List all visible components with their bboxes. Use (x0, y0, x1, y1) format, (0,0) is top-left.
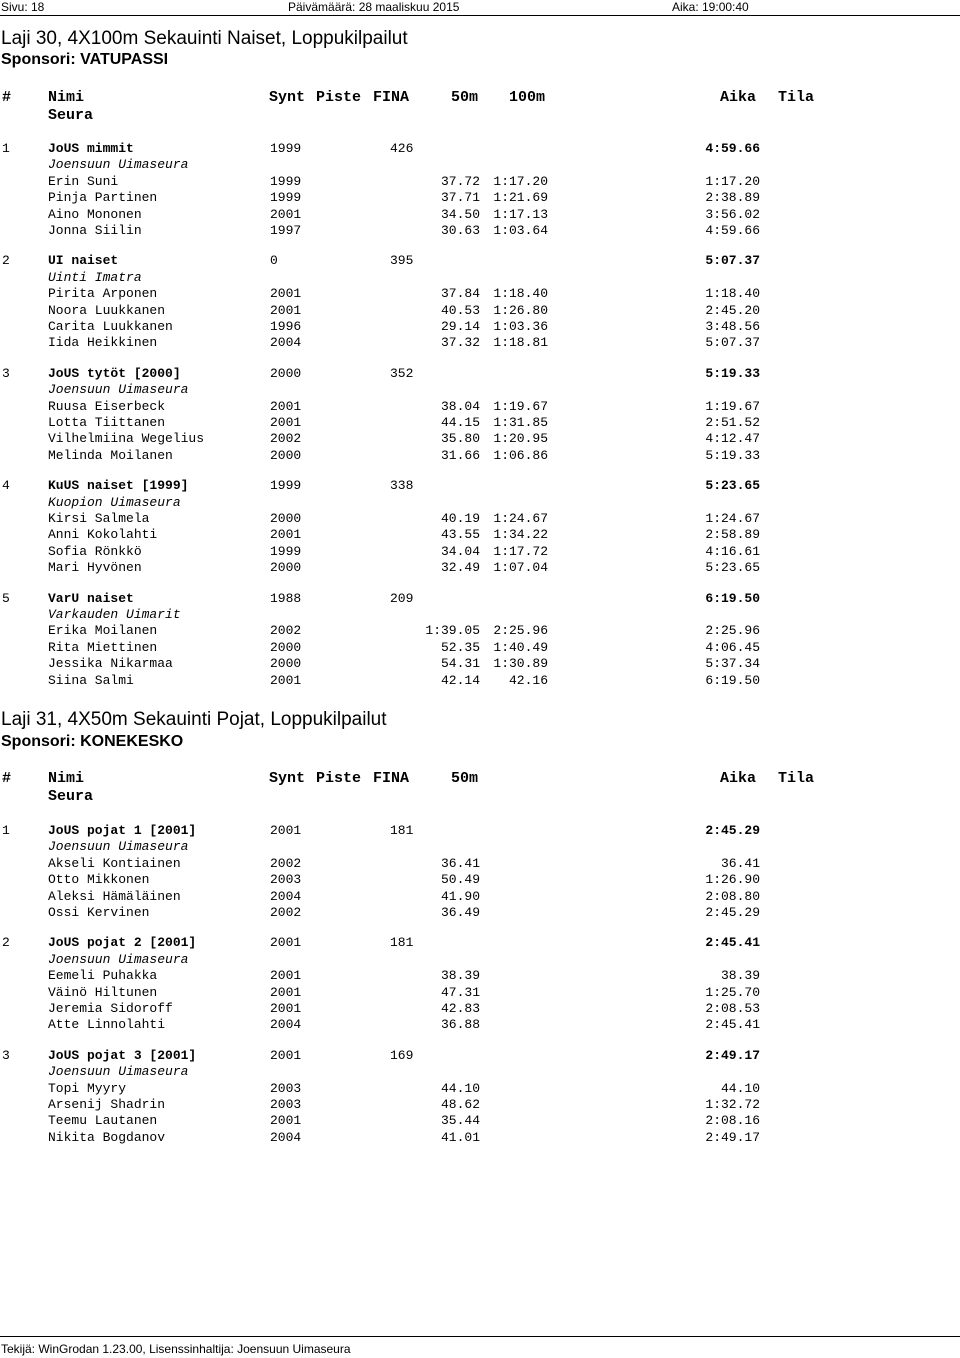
swimmer-split-2: 1:40.49 (493, 639, 548, 655)
col-header-club: Seura (48, 788, 94, 805)
team-year: 2001 (270, 1047, 302, 1063)
swimmer-name: Ruusa Eiserbeck (48, 398, 166, 414)
col-header-status: Tila (778, 89, 815, 106)
swimmer-name: Jonna Siilin (48, 223, 142, 238)
swimmer-time: 2:08.16 (705, 1113, 760, 1129)
swimmer-split-1: 54.31 (440, 656, 480, 672)
swimmer-split-2: 1:07.04 (493, 560, 548, 576)
swimmer-split-1: 30.63 (440, 223, 480, 238)
swimmer-time: 1:25.70 (705, 984, 760, 1000)
swimmer-year: 2001 (270, 527, 302, 543)
team-year: 1999 (270, 141, 302, 156)
swimmer-name: Nikita Bogdanov (48, 1129, 166, 1145)
team-time: 2:45.41 (705, 935, 760, 951)
swimmer-name: Aino Mononen (48, 206, 142, 222)
swimmer-time: 5:19.33 (705, 447, 760, 463)
swimmer-split-1: 37.32 (440, 335, 480, 351)
swimmer-year: 1997 (270, 223, 302, 238)
swimmer-split-1: 1:39.05 (425, 623, 480, 639)
swimmer-time: 2:58.89 (705, 527, 760, 543)
swimmer-name: Rita Miettinen (48, 639, 158, 655)
swimmer-name: Arsenij Shadrin (48, 1097, 166, 1112)
swimmer-split-1: 44.15 (440, 415, 480, 430)
swimmer-name: Iida Heikkinen (48, 335, 158, 351)
swimmer-split-1: 41.90 (440, 888, 480, 904)
team-club: Joensuun Uimaseura (48, 1064, 189, 1080)
event-sponsor: Sponsori: VATUPASSI (1, 51, 169, 68)
swimmer-name: Sofia Rönkkö (48, 543, 142, 559)
swimmer-split-1: 48.62 (440, 1097, 480, 1112)
swimmer-split-2: 1:17.20 (493, 173, 548, 189)
col-header-born: Synt (269, 89, 306, 106)
swimmer-year: 2002 (270, 855, 302, 871)
swimmer-split-1: 34.50 (440, 206, 480, 222)
swimmer-year: 2003 (270, 872, 302, 888)
swimmer-split-1: 36.49 (440, 905, 480, 920)
swimmer-time: 5:23.65 (705, 560, 760, 576)
swimmer-name: Noora Luukkanen (48, 302, 166, 318)
col-header-100m: 100m (509, 89, 546, 106)
team-points: 338 (390, 478, 414, 494)
team-club: Uinti Imatra (48, 269, 142, 285)
col-header-time: Aika (720, 89, 757, 106)
event-sponsor: Sponsori: KONEKESKO (1, 733, 184, 750)
team-place: 2 (2, 253, 10, 269)
swimmer-name: Mari Hyvönen (48, 560, 142, 576)
team-year: 2001 (270, 935, 302, 951)
swimmer-time: 3:48.56 (705, 319, 760, 334)
team-time: 4:59.66 (705, 141, 760, 156)
swimmer-time: 5:37.34 (705, 656, 760, 672)
swimmer-split-1: 47.31 (440, 984, 480, 1000)
team-points: 395 (390, 253, 414, 269)
swimmer-time: 2:45.20 (705, 302, 760, 318)
swimmer-split-1: 52.35 (440, 639, 480, 655)
swimmer-split-1: 37.84 (440, 286, 480, 302)
col-header-fina: FINA (373, 89, 410, 106)
swimmer-year: 2004 (270, 1129, 302, 1145)
swimmer-split-1: 42.14 (440, 672, 480, 688)
swimmer-year: 2001 (270, 286, 302, 302)
swimmer-year: 2000 (270, 639, 302, 655)
swimmer-split-2: 1:06.86 (493, 447, 548, 463)
swimmer-year: 2004 (270, 335, 302, 351)
swimmer-year: 2001 (270, 1113, 302, 1129)
team-name: JoUS tytöt [2000] (48, 365, 181, 381)
swimmer-split-1: 40.19 (440, 511, 480, 526)
team-year: 1988 (270, 590, 302, 606)
swimmer-name: Aleksi Hämäläinen (48, 888, 181, 904)
team-place: 5 (2, 590, 10, 606)
swimmer-split-1: 41.01 (440, 1129, 480, 1145)
team-club: Joensuun Uimaseura (48, 951, 189, 967)
swimmer-split-2: 1:03.64 (493, 223, 548, 238)
swimmer-year: 1999 (270, 173, 302, 189)
team-place: 4 (2, 478, 10, 494)
swimmer-time: 3:56.02 (705, 206, 760, 222)
col-header-born: Synt (269, 770, 306, 787)
swimmer-time: 2:51.52 (705, 415, 760, 430)
swimmer-split-1: 32.49 (440, 560, 480, 576)
swimmer-time: 1:18.40 (705, 286, 760, 302)
swimmer-year: 2001 (270, 302, 302, 318)
team-year: 0 (270, 253, 278, 269)
swimmer-split-1: 38.39 (440, 968, 480, 984)
swimmer-time: 2:08.53 (705, 1001, 760, 1016)
team-points: 181 (390, 935, 414, 951)
swimmer-name: Atte Linnolahti (48, 1017, 166, 1033)
team-club: Joensuun Uimaseura (48, 157, 189, 173)
swimmer-name: Kirsi Salmela (48, 511, 150, 526)
swimmer-year: 2001 (270, 415, 302, 430)
header-divider (0, 15, 960, 16)
col-header-50m: 50m (451, 770, 479, 787)
team-name: UI naiset (48, 253, 119, 269)
swimmer-split-2: 1:19.67 (493, 398, 548, 414)
team-name: JoUS pojat 2 [2001] (48, 935, 197, 951)
swimmer-name: Anni Kokolahti (48, 527, 158, 543)
team-place: 3 (2, 365, 10, 381)
swimmer-split-2: 1:20.95 (493, 431, 548, 447)
swimmer-name: Lotta Tiittanen (48, 415, 166, 430)
team-place: 1 (2, 823, 10, 838)
col-header-name: Nimi (48, 770, 85, 787)
team-time: 5:07.37 (705, 253, 760, 269)
swimmer-time: 4:06.45 (705, 639, 760, 655)
team-place: 2 (2, 935, 10, 951)
swimmer-time: 1:17.20 (705, 173, 760, 189)
swimmer-name: Siina Salmi (48, 672, 134, 688)
swimmer-split-1: 43.55 (440, 527, 480, 543)
swimmer-split-1: 29.14 (440, 319, 480, 334)
swimmer-time: 4:12.47 (705, 431, 760, 447)
swimmer-time: 2:38.89 (705, 190, 760, 206)
swimmer-time: 2:45.29 (705, 905, 760, 920)
swimmer-year: 2000 (270, 447, 302, 463)
swimmer-time: 1:32.72 (705, 1097, 760, 1112)
team-club: Kuopion Uimaseura (48, 494, 181, 510)
event-title: Laji 31, 4X50m Sekauinti Pojat, Loppukilpailut (1, 709, 387, 730)
page-number: Sivu: 18 (1, 0, 45, 14)
swimmer-split-1: 40.53 (440, 302, 480, 318)
team-points: 426 (390, 141, 414, 156)
swimmer-name: Jessika Nikarmaa (48, 656, 173, 672)
swimmer-split-2: 1:26.80 (493, 302, 548, 318)
swimmer-time: 1:26.90 (705, 872, 760, 888)
swimmer-name: Otto Mikkonen (48, 872, 150, 888)
swimmer-split-2: 1:03.36 (493, 319, 548, 334)
col-header-fina: FINA (373, 770, 410, 787)
swimmer-split-1: 35.44 (440, 1113, 480, 1129)
team-place: 3 (2, 1047, 10, 1063)
swimmer-time: 2:25.96 (705, 623, 760, 639)
swimmer-split-2: 1:30.89 (493, 656, 548, 672)
swimmer-split-1: 37.71 (440, 190, 480, 206)
swimmer-time: 5:07.37 (705, 335, 760, 351)
swimmer-year: 2001 (270, 968, 302, 984)
col-header-points: Piste (316, 89, 362, 106)
swimmer-year: 2001 (270, 1001, 302, 1016)
swimmer-year: 2001 (270, 672, 302, 688)
swimmer-time: 1:19.67 (705, 398, 760, 414)
team-year: 1999 (270, 478, 302, 494)
swimmer-year: 2000 (270, 656, 302, 672)
footer-text: Tekijä: WinGrodan 1.23.00, Lisenssinhaltija: Joensuun Uimaseura (1, 1342, 351, 1356)
swimmer-name: Ossi Kervinen (48, 905, 150, 920)
swimmer-time: 4:16.61 (705, 543, 760, 559)
swimmer-split-1: 44.10 (440, 1080, 480, 1096)
swimmer-name: Carita Luukkanen (48, 319, 173, 334)
team-points: 181 (390, 823, 414, 838)
swimmer-time: 2:45.41 (705, 1017, 760, 1033)
team-points: 209 (390, 590, 414, 606)
swimmer-split-2: 1:18.40 (493, 286, 548, 302)
team-club: Varkauden Uimarit (48, 607, 181, 622)
swimmer-split-2: 2:25.96 (493, 623, 548, 639)
report-time: Aika: 19:00:40 (672, 0, 749, 14)
swimmer-split-2: 1:24.67 (493, 511, 548, 526)
col-header-time: Aika (720, 770, 757, 787)
col-header-status: Tila (778, 770, 815, 787)
swimmer-name: Pirita Arponen (48, 286, 158, 302)
swimmer-split-2: 1:17.72 (493, 543, 548, 559)
swimmer-time: 38.39 (720, 968, 760, 984)
swimmer-split-1: 38.04 (440, 398, 480, 414)
swimmer-name: Erika Moilanen (48, 623, 158, 639)
swimmer-split-2: 1:21.69 (493, 190, 548, 206)
swimmer-year: 2001 (270, 398, 302, 414)
col-header-name: Nimi (48, 89, 85, 106)
swimmer-year: 1999 (270, 190, 302, 206)
swimmer-year: 2002 (270, 623, 302, 639)
team-points: 169 (390, 1047, 414, 1063)
swimmer-split-1: 50.49 (440, 872, 480, 888)
swimmer-split-2: 1:17.13 (493, 206, 548, 222)
swimmer-split-1: 31.66 (440, 447, 480, 463)
team-points: 352 (390, 365, 414, 381)
col-header-points: Piste (316, 770, 362, 787)
swimmer-time: 44.10 (720, 1080, 760, 1096)
team-time: 6:19.50 (705, 590, 760, 606)
footer-divider (0, 1336, 960, 1337)
swimmer-split-2: 1:18.81 (493, 335, 548, 351)
col-header-50m: 50m (451, 89, 479, 106)
swimmer-year: 1999 (270, 543, 302, 559)
swimmer-name: Teemu Lautanen (48, 1113, 158, 1129)
report-date: Päivämäärä: 28 maaliskuu 2015 (288, 0, 460, 14)
swimmer-split-1: 35.80 (440, 431, 480, 447)
swimmer-name: Melinda Moilanen (48, 447, 173, 463)
swimmer-year: 2003 (270, 1097, 302, 1112)
team-year: 2000 (270, 365, 302, 381)
swimmer-time: 2:49.17 (705, 1129, 760, 1145)
page-header (0, 0, 960, 14)
swimmer-time: 4:59.66 (705, 223, 760, 238)
team-time: 5:19.33 (705, 365, 760, 381)
swimmer-time: 2:08.80 (705, 888, 760, 904)
team-name: JoUS pojat 1 [2001] (48, 823, 197, 838)
team-name: JoUS mimmit (48, 141, 134, 156)
team-time: 2:49.17 (705, 1047, 760, 1063)
swimmer-split-1: 36.88 (440, 1017, 480, 1033)
swimmer-year: 2004 (270, 888, 302, 904)
team-name: JoUS pojat 3 [2001] (48, 1047, 197, 1063)
col-header-club: Seura (48, 107, 94, 124)
swimmer-split-1: 36.41 (440, 855, 480, 871)
team-club: Joensuun Uimaseura (48, 382, 189, 398)
swimmer-name: Vilhelmiina Wegelius (48, 431, 205, 447)
swimmer-year: 2000 (270, 560, 302, 576)
swimmer-year: 2002 (270, 905, 302, 920)
swimmer-name: Akseli Kontiainen (48, 855, 181, 871)
swimmer-name: Väinö Hiltunen (48, 984, 158, 1000)
swimmer-name: Erin Suni (48, 173, 119, 189)
team-name: KuUS naiset [1999] (48, 478, 189, 494)
event-title: Laji 30, 4X100m Sekauinti Naiset, Loppukilpailut (1, 28, 408, 49)
col-header-num: # (2, 89, 12, 106)
team-name: VarU naiset (48, 590, 134, 606)
swimmer-split-1: 34.04 (440, 543, 480, 559)
swimmer-year: 1996 (270, 319, 302, 334)
team-time: 5:23.65 (705, 478, 760, 494)
swimmer-time: 6:19.50 (705, 672, 760, 688)
swimmer-split-2: 1:31.85 (493, 415, 548, 430)
swimmer-split-2: 42.16 (508, 672, 548, 688)
swimmer-name: Jeremia Sidoroff (48, 1001, 173, 1016)
swimmer-year: 2004 (270, 1017, 302, 1033)
swimmer-year: 2001 (270, 206, 302, 222)
team-year: 2001 (270, 823, 302, 838)
swimmer-time: 36.41 (720, 855, 760, 871)
swimmer-year: 2001 (270, 984, 302, 1000)
swimmer-time: 1:24.67 (705, 511, 760, 526)
swimmer-name: Topi Myyry (48, 1080, 127, 1096)
swimmer-year: 2002 (270, 431, 302, 447)
swimmer-split-1: 42.83 (440, 1001, 480, 1016)
swimmer-split-2: 1:34.22 (493, 527, 548, 543)
team-club: Joensuun Uimaseura (48, 839, 189, 855)
swimmer-split-1: 37.72 (440, 173, 480, 189)
team-time: 2:45.29 (705, 823, 760, 838)
swimmer-name: Pinja Partinen (48, 190, 158, 206)
col-header-num: # (2, 770, 12, 787)
swimmer-year: 2000 (270, 511, 302, 526)
team-place: 1 (2, 141, 10, 156)
swimmer-year: 2003 (270, 1080, 302, 1096)
swimmer-name: Eemeli Puhakka (48, 968, 158, 984)
